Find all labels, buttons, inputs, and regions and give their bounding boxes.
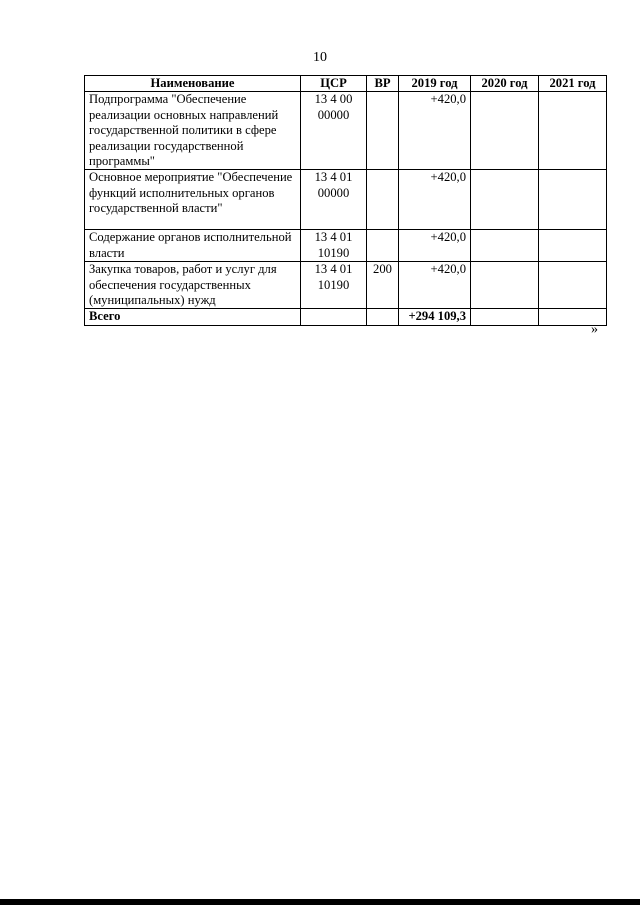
cell-vr xyxy=(367,170,399,230)
cell-2021 xyxy=(539,170,607,230)
header-csr: ЦСР xyxy=(301,76,367,92)
cell-vr: 200 xyxy=(367,262,399,309)
cell-2019: +420,0 xyxy=(399,230,471,262)
cell-2021 xyxy=(539,92,607,170)
cell-csr: 13 4 00 00000 xyxy=(301,92,367,170)
total-vr xyxy=(367,309,399,325)
table-row xyxy=(85,92,607,170)
total-label: Всего xyxy=(85,309,301,325)
cell-2020 xyxy=(471,170,539,230)
table-header-row xyxy=(85,76,607,92)
cell-csr: 13 4 01 10190 xyxy=(301,262,367,309)
cell-vr xyxy=(367,92,399,170)
table-total-row xyxy=(85,309,607,325)
closing-quote: » xyxy=(591,322,598,337)
scan-bottom-edge xyxy=(0,899,640,905)
header-2019: 2019 год xyxy=(399,76,471,92)
page-number: 10 xyxy=(313,50,327,65)
cell-name: Закупка товаров, работ и услуг для обеспечения государственных (муниципальных) нужд xyxy=(85,262,301,309)
cell-csr: 13 4 01 10190 xyxy=(301,230,367,262)
table-row xyxy=(85,170,607,230)
table-row xyxy=(85,230,607,262)
table-row xyxy=(85,262,607,309)
cell-2020 xyxy=(471,230,539,262)
cell-vr xyxy=(367,230,399,262)
cell-2019: +420,0 xyxy=(399,92,471,170)
cell-2019: +420,0 xyxy=(399,262,471,309)
cell-name: Подпрограмма "Обеспечение реализации основных направлений государственной политики в сфере реализации государственной программы" xyxy=(85,92,301,170)
cell-2020 xyxy=(471,262,539,309)
header-vr: ВР xyxy=(367,76,399,92)
total-csr xyxy=(301,309,367,325)
cell-2021 xyxy=(539,262,607,309)
cell-name: Основное мероприятие "Обеспечение функций исполнительных органов государственной власти" xyxy=(85,170,301,230)
cell-2021 xyxy=(539,230,607,262)
cell-2020 xyxy=(471,92,539,170)
header-name: Наименование xyxy=(85,76,301,92)
header-2020: 2020 год xyxy=(471,76,539,92)
cell-name: Содержание органов исполнительной власти xyxy=(85,230,301,262)
total-2020 xyxy=(471,309,539,325)
budget-table xyxy=(84,75,607,326)
total-2019: +294 109,3 xyxy=(399,309,471,325)
cell-2019: +420,0 xyxy=(399,170,471,230)
header-2021: 2021 год xyxy=(539,76,607,92)
cell-csr: 13 4 01 00000 xyxy=(301,170,367,230)
